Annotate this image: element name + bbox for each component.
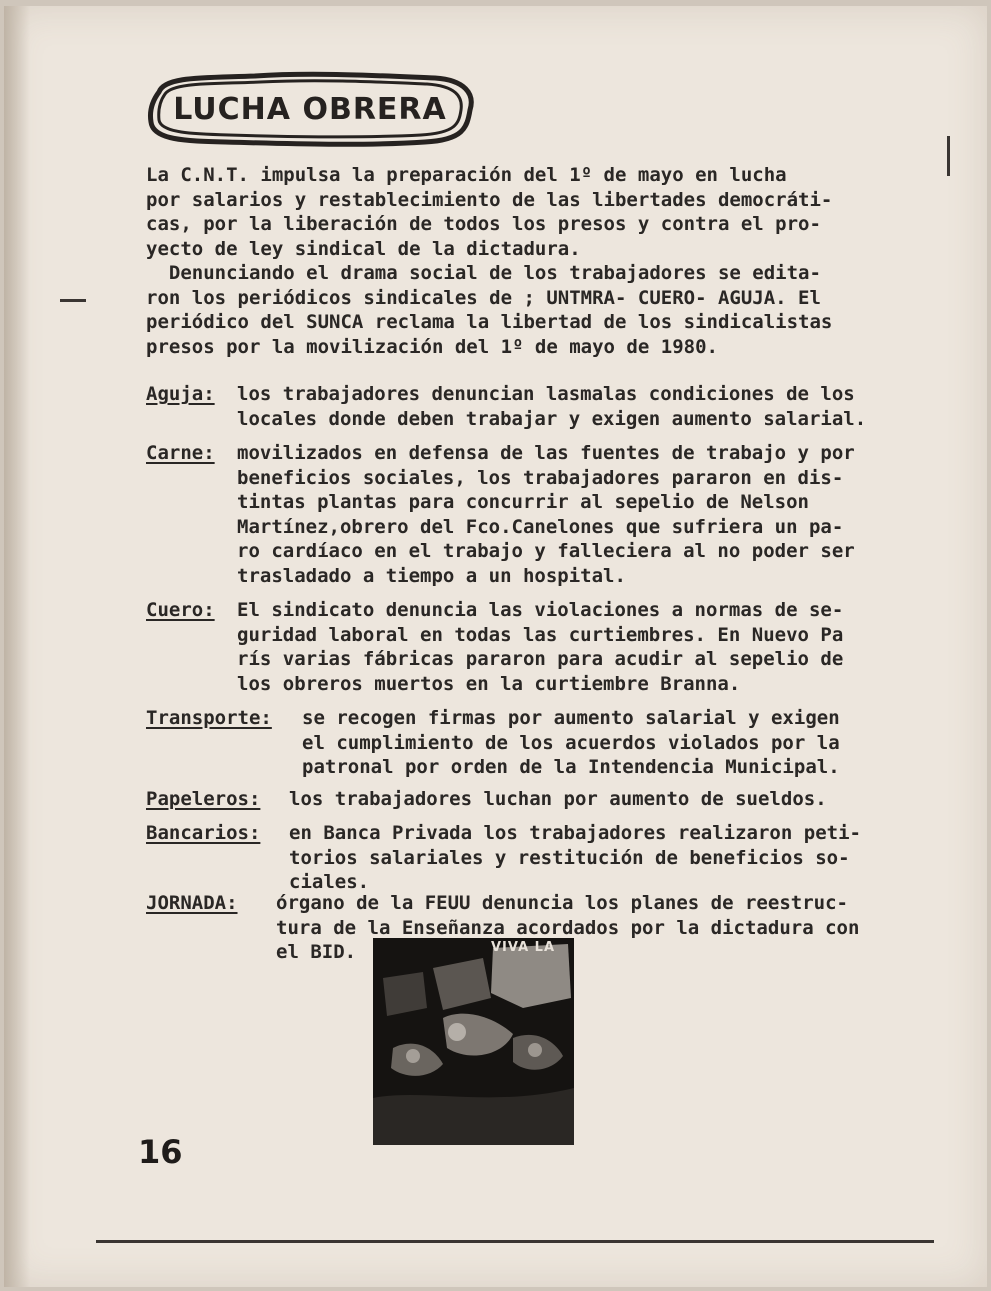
- entry-line: beneficios sociales, los trabajadores pararon en dis-: [237, 466, 844, 489]
- entry-line: locales donde deben trabajar y exigen aumento salarial.: [237, 407, 867, 430]
- entry-term: Transporte:: [146, 707, 272, 729]
- margin-dash: [60, 299, 86, 302]
- entry-description: [237, 441, 855, 588]
- intro-line: periódico del SUNCA reclama la libertad de los sindicalistas: [146, 311, 833, 333]
- intro-line: ron los periódicos sindicales de ; UNTMRA- CUERO- AGUJA. El: [146, 286, 821, 309]
- entry-term: Papeleros:: [146, 788, 261, 810]
- entry-line: el BID.: [276, 941, 357, 963]
- entry-line: guridad laboral en todas las curtiembres. En Nuevo Pa: [237, 623, 844, 646]
- photo-image: [373, 938, 574, 1145]
- intro-line: presos por la movilización del 1º de mayo de 1980.: [146, 335, 718, 358]
- entry-line: se recogen firmas por aumento salarial y exigen: [302, 707, 840, 729]
- entry-description: [237, 598, 843, 696]
- entry-description: [289, 821, 861, 895]
- intro-line: por salarios y restablecimiento de las libertades democráti-: [146, 188, 833, 211]
- entry-line: ro cardíaco en el trabajo y falleciera al no poder ser: [237, 540, 855, 562]
- entry-line: en Banca Privada los trabajadores realizaron peti-: [289, 822, 861, 844]
- entry-line: tura de la Enseñanza acordados por la dictadura con: [276, 916, 860, 939]
- entry-description: [302, 706, 840, 780]
- page-number: 16: [138, 1133, 183, 1171]
- margin-tick: [947, 136, 950, 176]
- entry-term: Aguja:: [146, 383, 215, 405]
- entry-line: tintas plantas para concurrir al sepelio de Nelson: [237, 491, 809, 513]
- entry-description: [237, 382, 866, 431]
- intro-line: yecto de ley sindical de la dictadura.: [146, 237, 581, 260]
- entry-line: ciales.: [289, 871, 370, 893]
- entry-line: órgano de la FEUU denuncia los planes de reestruc-: [276, 892, 848, 914]
- intro-line: Denunciando el drama social de los trabajadores se edita-: [146, 262, 821, 284]
- entry-line: El sindicato denuncia las violaciones a normas de se-: [237, 599, 844, 621]
- entry-line: movilizados en defensa de las fuentes de trabajo y por: [237, 442, 855, 464]
- protest-photo: [373, 938, 574, 1145]
- bottom-rule: [96, 1240, 934, 1243]
- intro-line: La C.N.T. impulsa la preparación del 1º de mayo en lucha: [146, 164, 787, 186]
- entry-line: los obreros muertos en la curtiembre Branna.: [237, 672, 741, 695]
- entry-line: los trabajadores luchan por aumento de sueldos.: [289, 788, 827, 810]
- stamp-title: LUCHA OBRERA: [173, 91, 447, 127]
- entry-term: Bancarios:: [146, 822, 261, 844]
- page-binding-shadow: [4, 6, 30, 1287]
- entry-term: Cuero:: [146, 599, 215, 621]
- photo-banner-text: VIVA LA: [491, 940, 556, 955]
- entry-term: JORNADA:: [146, 892, 238, 914]
- entry-term: Carne:: [146, 442, 215, 464]
- entry-line: rís varias fábricas pararon para acudir al sepelio de: [237, 648, 844, 670]
- lucha-obrera-stamp: [145, 70, 475, 148]
- entry-line: Martínez,obrero del Fco.Canelones que sufriera un pa-: [237, 515, 844, 538]
- entry-line: los trabajadores denuncian lasmalas condiciones de los: [237, 383, 855, 405]
- entry-description: [289, 787, 827, 812]
- intro-paragraph: [146, 163, 832, 359]
- entry-line: patronal por orden de la Intendencia Municipal.: [302, 756, 840, 778]
- intro-line: cas, por la liberación de todos los presos y contra el pro-: [146, 213, 821, 235]
- entry-line: torios salariales y restitución de beneficios so-: [289, 846, 850, 869]
- entry-line: el cumplimiento de los acuerdos violados por la: [302, 731, 840, 754]
- entry-line: trasladado a tiempo a un hospital.: [237, 564, 626, 587]
